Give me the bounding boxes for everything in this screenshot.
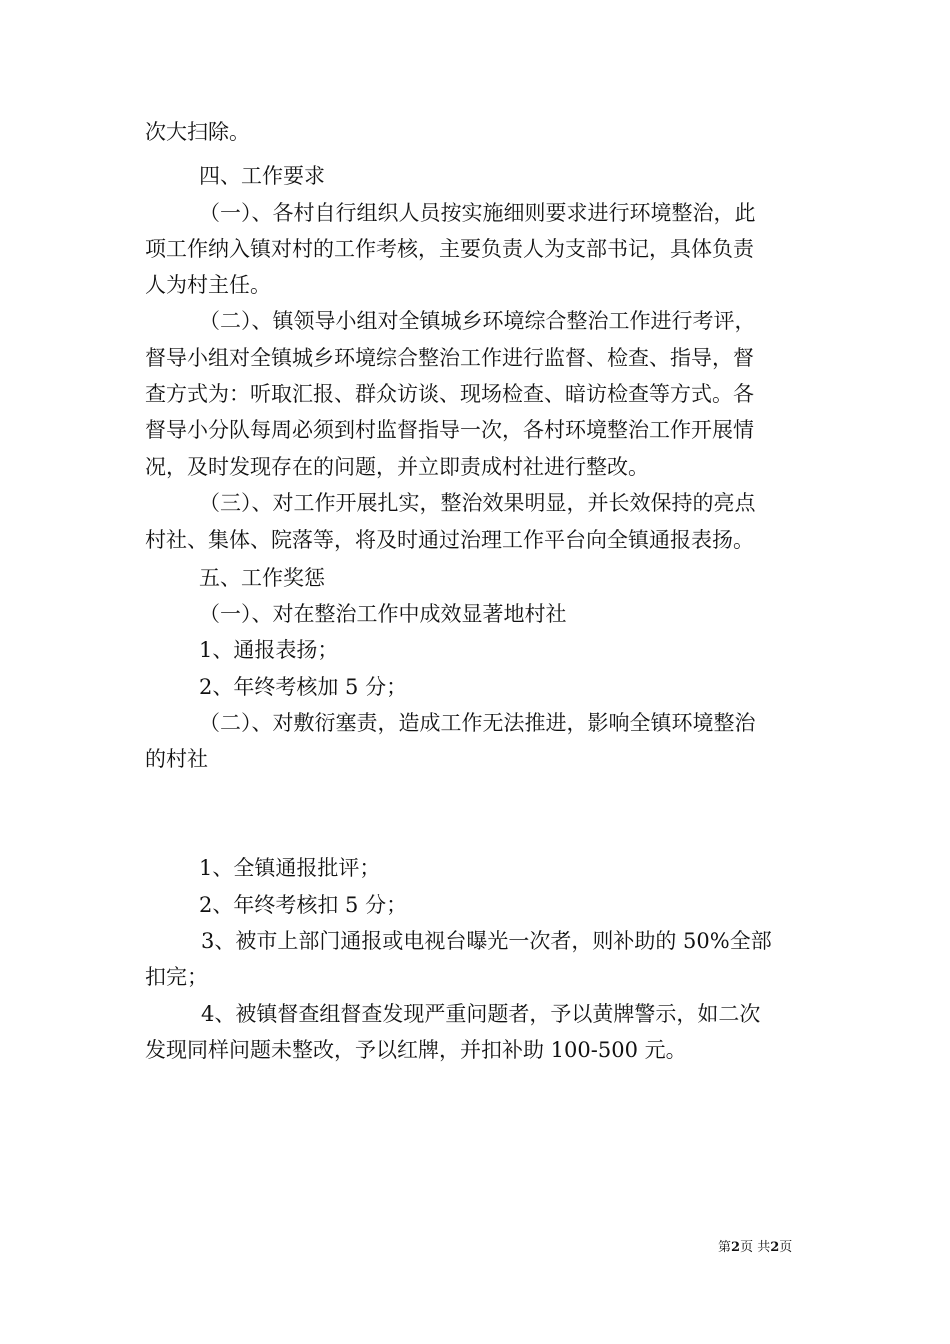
list-item: 3、被市上部门通报或电视台曝光一次者，则补助的 50%全部 <box>201 929 772 953</box>
text-line: 扣完； <box>145 965 208 989</box>
section-heading: 四、工作要求 <box>199 164 325 188</box>
list-item: 2、年终考核扣 5 分； <box>199 893 408 917</box>
text-line: 督导小组对全镇城乡环境综合整治工作进行监督、检查、指导，督 <box>145 346 754 370</box>
list-item: 1、全镇通报批评； <box>199 856 381 880</box>
current-page-number: 2 <box>731 1240 741 1255</box>
text-line: 人为村主任。 <box>145 273 271 297</box>
list-item: 2、年终考核加 5 分； <box>199 675 408 699</box>
text-line: （二）、镇领导小组对全镇城乡环境综合整治工作进行考评， <box>199 309 756 333</box>
text-line: 村社、集体、院落等，将及时通过治理工作平台向全镇通报表扬。 <box>145 528 754 552</box>
text-line: 督导小分队每周必须到村监督指导一次，各村环境整治工作开展情 <box>145 418 754 442</box>
page-footer <box>718 1240 792 1256</box>
list-item: 1、通报表扬； <box>199 638 339 662</box>
text-line: 项工作纳入镇对村的工作考核，主要负责人为支部书记，具体负责 <box>145 237 754 261</box>
total-page-number: 2 <box>770 1240 780 1255</box>
list-item: 4、被镇督查组督查发现严重问题者，予以黄牌警示，如二次 <box>201 1002 761 1026</box>
footer-suffix: 页 <box>779 1240 793 1255</box>
text-line: 况，及时发现存在的问题，并立即责成村社进行整改。 <box>145 455 649 479</box>
footer-middle: 页 共 <box>740 1240 771 1255</box>
text-line: （三）、对工作开展扎实，整治效果明显，并长效保持的亮点 <box>199 491 756 515</box>
footer-prefix: 第 <box>718 1240 732 1255</box>
text-line: （一）、对在整治工作中成效显著地村社 <box>199 602 567 626</box>
text-line: （二）、对敷衍塞责，造成工作无法推进，影响全镇环境整治 <box>199 711 756 735</box>
text-line: 发现同样问题未整改，予以红牌，并扣补助 100-500 元。 <box>145 1038 687 1062</box>
section-heading: 五、工作奖惩 <box>199 566 325 590</box>
text-line: 的村社 <box>145 747 208 771</box>
text-line: 次大扫除。 <box>145 120 250 144</box>
text-line: （一）、各村自行组织人员按实施细则要求进行环境整治，此 <box>199 201 756 225</box>
text-line: 查方式为：听取汇报、群众访谈、现场检查、暗访检查等方式。各 <box>145 382 754 406</box>
